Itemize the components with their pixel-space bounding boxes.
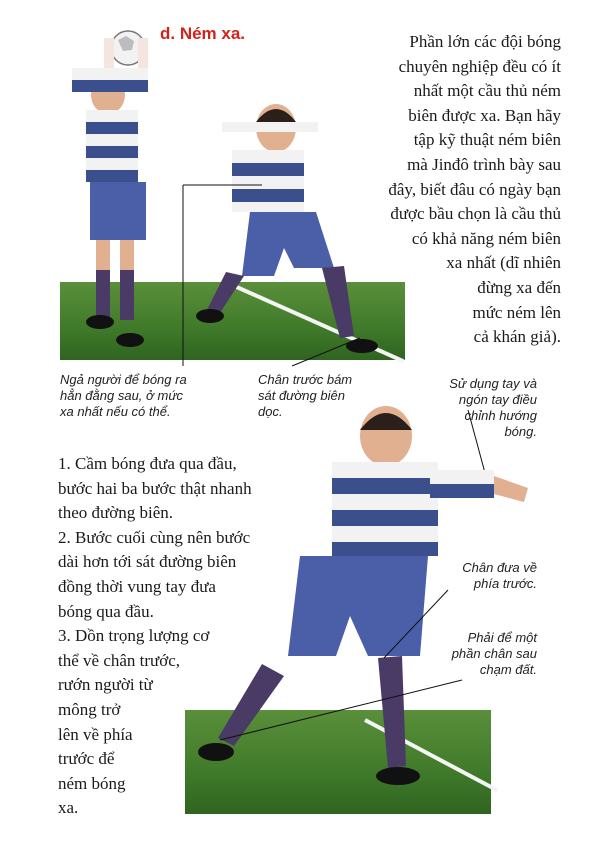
step-line: xa. [58,798,79,818]
intro-line: đây, biết đâu có ngày bạn [388,179,561,199]
caption-leg-forward: Chân đưa về phía trước. [462,560,537,591]
caption-front-foot: Chân trước bám sát đường biên dọc. [258,372,353,419]
steps-list [58,452,252,821]
step-line: bóng qua đầu. [58,601,154,621]
step-line: ném bóng [58,773,126,793]
step-line: đồng thời vung tay đưa [58,576,216,596]
step-line: thể về chân trước, [58,650,181,670]
section-title: d. Ném xa. [160,24,246,43]
step-line: lên về phía [58,724,133,744]
step-line: rướn người từ [58,675,153,695]
intro-line: nhất một cầu thủ ném [413,81,561,101]
step-line: 3. Dồn trọng lượng cơ [58,626,210,646]
step-line: bước hai ba bước thật nhanh [58,478,252,498]
intro-line: mà Jinđô trình bày sau [407,154,561,174]
intro-line: xa nhất (dĩ nhiên [446,253,561,273]
step-line: theo đường biên. [58,503,173,523]
caption-lean-back: Ngả người để bóng ra hẳn đằng sau, ở mức xa nhất nếu có thể. [60,372,187,419]
intro-line: có khả năng ném biên [411,228,561,248]
intro-line: Phần lớn các đội bóng [409,32,561,51]
intro-line: cả khán giả). [473,327,561,347]
intro-line: đừng xa đến [477,277,561,297]
step-line: 2. Bước cuối cùng nên bước [58,527,251,547]
intro-paragraph [281,30,561,350]
step-line: dài hơn tới sát đường biên [58,552,237,572]
step-line: trước để [58,749,115,769]
caption-back-foot: Phải để một phần chân sau chạm đất. [451,630,537,677]
intro-line: tập kỹ thuật ném biên [413,130,561,150]
intro-line: được bầu chọn là cầu thủ [390,204,561,224]
step-line: 1. Cầm bóng đưa qua đầu, [58,454,237,473]
step-line: mông trở [58,699,121,719]
caption-hands: Sử dụng tay và ngón tay điều chỉnh hướng bóng. [449,376,537,439]
intro-line: biên được xa. Bạn hãy [408,105,561,125]
intro-line: mức ném lên [472,302,561,322]
intro-line: chuyên nghiệp đều có ít [398,56,561,76]
